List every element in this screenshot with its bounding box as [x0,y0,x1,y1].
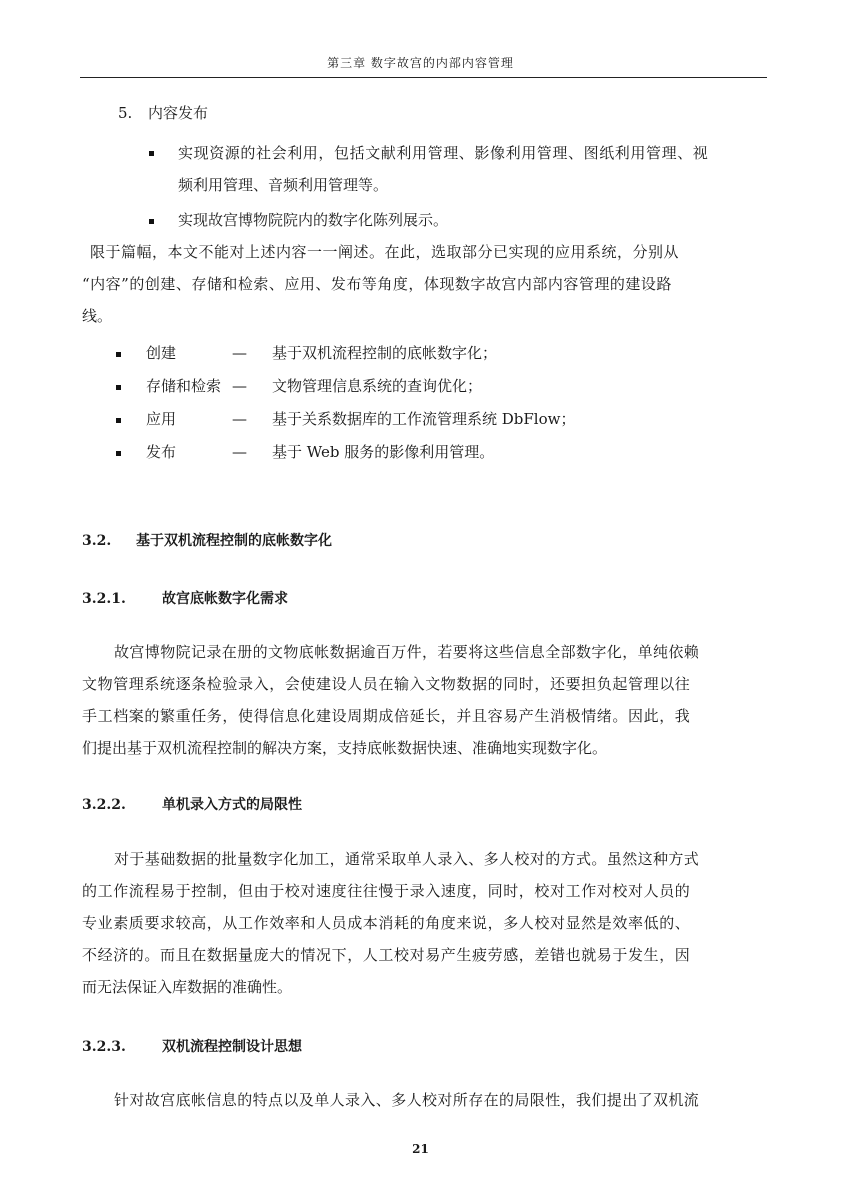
section-title: 故宫底帐数字化需求 [162,591,288,607]
paragraph-line: 对于基础数据的批量数字化加工，通常采取单人录入、多人校对的方式。虽然这种方式 [114,850,700,868]
outline-text: 基于 Web 服务的影像利用管理。 [272,443,495,461]
running-header: 第三章 数字故宫的内部内容管理 [327,56,514,70]
bullet-line: 实现故宫博物院院内的数字化陈列展示。 [178,211,449,229]
outline-label: 创建 [146,344,177,362]
section-number: 3.2.1. [82,591,126,607]
outline-dash: — [232,344,247,362]
outline-label: 发布 [146,443,177,461]
paragraph-line: 手工档案的繁重任务，使得信息化建设周期成倍延长，并且容易产生消极情绪。因此，我 [82,707,691,725]
page-number: 21 [412,1142,429,1156]
section-title: 基于双机流程控制的底帐数字化 [136,533,332,549]
bullet-icon [149,219,154,224]
section-number: 3.2.3. [82,1039,126,1055]
outline-dash: — [232,443,247,461]
paragraph-line: “内容”的创建、存储和检索、应用、发布等角度，体现数字故宫内部内容管理的建设路 [82,275,672,293]
list-number: 5. [118,104,133,122]
paragraph-line: 线。 [82,307,113,325]
bullet-icon [116,385,121,390]
outline-label: 存储和检索 [146,377,222,395]
section-title: 单机录入方式的局限性 [162,797,302,813]
outline-dash: — [232,377,247,395]
paragraph-line: 专业素质要求较高，从工作效率和人员成本消耗的角度来说，多人校对显然是效率低的、 [82,914,691,932]
paragraph-line: 们提出基于双机流程控制的解决方案，支持底帐数据快速、准确地实现数字化。 [82,739,608,757]
outline-label: 应用 [146,410,177,428]
bullet-line: 频利用管理、音频利用管理等。 [178,176,389,194]
paragraph-line: 而无法保证入库数据的准确性。 [82,978,293,996]
paragraph-line: 针对故宫底帐信息的特点以及单人录入、多人校对所存在的局限性，我们提出了双机流 [114,1091,700,1109]
bullet-icon [149,151,154,156]
bullet-icon [116,451,121,456]
section-number: 3.2.2. [82,797,126,813]
bullet-icon [116,352,121,357]
outline-dash: — [232,410,247,428]
paragraph-line: 的工作流程易于控制，但由于校对速度往往慢于录入速度，同时，校对工作对校对人员的 [82,882,691,900]
section-title: 双机流程控制设计思想 [162,1039,302,1055]
paragraph-line: 文物管理系统逐条检验录入，会使建设人员在输入文物数据的同时，还要担负起管理以往 [82,675,691,693]
paragraph-line: 故宫博物院记录在册的文物底帐数据逾百万件，若要将这些信息全部数字化，单纯依赖 [114,643,700,661]
outline-text: 文物管理信息系统的查询优化； [272,377,483,395]
bullet-icon [116,418,121,423]
paragraph-line: 不经济的。而且在数据量庞大的情况下，人工校对易产生疲劳感，差错也就易于发生，因 [82,946,691,964]
list-title: 内容发布 [148,104,209,122]
paragraph-line: 限于篇幅，本文不能对上述内容一一阐述。在此，选取部分已实现的应用系统，分别从 [90,243,680,261]
outline-text: 基于双机流程控制的底帐数字化； [272,344,498,362]
bullet-line: 实现资源的社会利用，包括文献利用管理、影像利用管理、图纸利用管理、视 [178,144,709,162]
outline-text: 基于关系数据库的工作流管理系统 DbFlow； [272,410,576,428]
section-number: 3.2. [82,533,112,549]
header-rule [80,77,767,78]
